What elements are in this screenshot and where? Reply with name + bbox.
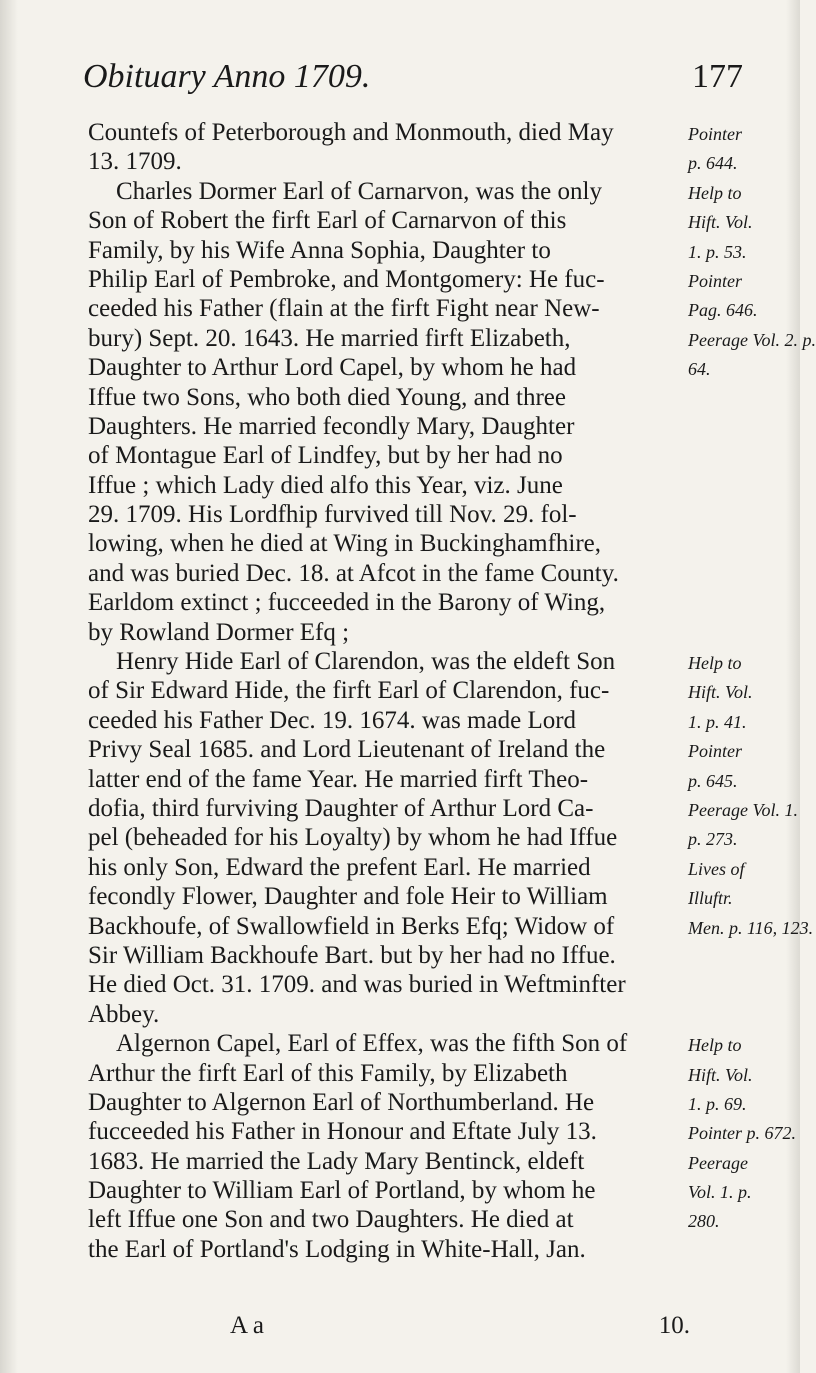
line-text: Iffue ; which Lady died alfo this Year, viz. June xyxy=(88,471,563,499)
margin-note: 1. p. 41. xyxy=(688,711,747,732)
margin-note: Help to xyxy=(688,182,742,203)
line-text: fucceeded his Father in Honour and Eftate July 13. xyxy=(88,1118,597,1146)
text-line xyxy=(88,324,816,353)
margin-note: Hift. Vol. xyxy=(688,212,753,233)
text-line xyxy=(88,1235,788,1264)
line-text: Earldom extinct ; fucceeded in the Barony of Wing, xyxy=(88,589,606,617)
catchword: 10. xyxy=(658,1312,690,1339)
text-line xyxy=(88,676,788,705)
margin-note: Pointer p. 672. xyxy=(688,1123,796,1144)
line-text: Abbey. xyxy=(88,1000,160,1028)
margin-note: 1. p. 53. xyxy=(688,241,747,262)
page-number: 177 xyxy=(692,58,743,95)
line-text: Family, by his Wife Anna Sophia, Daughter to xyxy=(88,236,551,264)
text-line xyxy=(88,294,788,323)
line-text: Countefs of Peterborough and Monmouth, died May xyxy=(88,119,614,146)
text-line xyxy=(88,265,788,294)
line-text: Iffue two Sons, who both died Young, and three xyxy=(88,383,566,411)
text-line xyxy=(88,1205,788,1234)
margin-note: p. 645. xyxy=(688,770,738,791)
text-line xyxy=(88,941,788,970)
margin-note: Hift. Vol. xyxy=(688,682,753,703)
line-text: latter end of the fame Year. He married firft Theo- xyxy=(88,765,589,793)
line-text: Daughters. He married fecondly Mary, Daughter xyxy=(88,412,575,440)
line-text: and was buried Dec. 18. at Afcot in the fame County. xyxy=(88,559,619,587)
line-text: Arthur the firft Earl of this Family, by Elizabeth xyxy=(88,1059,568,1087)
line-text: Son of Robert the firft Earl of Carnarvon of this xyxy=(88,207,567,235)
text-line xyxy=(88,1059,788,1088)
line-text: of Sir Edward Hide, the firft Earl of Clarendon, fuc- xyxy=(88,677,610,705)
text-line xyxy=(88,1147,788,1176)
text-line xyxy=(88,1117,796,1146)
page-edge-shadow xyxy=(786,0,800,1373)
text-line xyxy=(88,735,788,764)
text-line xyxy=(88,353,788,382)
text-line xyxy=(88,236,788,265)
line-text: of Montague Earl of Lindfey, but by her had no xyxy=(88,442,563,470)
line-text: He died Oct. 31. 1709. and was buried in Weftminfter xyxy=(88,971,626,999)
margin-note: 280. xyxy=(688,1211,720,1232)
line-text: Henry Hide Earl of Clarendon, was the eldeft Son xyxy=(116,648,616,676)
margin-note: Hift. Vol. xyxy=(688,1064,753,1085)
text-line xyxy=(88,794,798,823)
text-line xyxy=(88,882,788,911)
margin-note: Peerage xyxy=(688,1152,748,1173)
text-line xyxy=(88,441,788,470)
text-line xyxy=(88,618,788,647)
text-line xyxy=(88,529,788,558)
line-text: lowing, when he died at Wing in Buckinghamfhire, xyxy=(88,530,602,558)
text-line xyxy=(88,500,788,529)
text-line xyxy=(88,647,788,676)
line-text: left Iffue one Son and two Daughters. He died at xyxy=(88,1206,574,1234)
line-text: Daughter to William Earl of Portland, by whom he xyxy=(88,1177,596,1205)
page-gutter-shadow xyxy=(0,0,18,1373)
text-line xyxy=(88,1000,788,1029)
text-line xyxy=(88,706,788,735)
line-text: 29. 1709. His Lordfhip furvived till Nov. 29. fol- xyxy=(88,501,577,529)
line-text: ceeded his Father Dec. 19. 1674. was made Lord xyxy=(88,706,577,734)
margin-note: 64. xyxy=(688,359,711,380)
line-text: bury) Sept. 20. 1643. He married firft Elizabeth, xyxy=(88,324,571,352)
text-line xyxy=(88,383,788,412)
line-text: ceeded his Father (flain at the firft Fight near New- xyxy=(88,295,600,323)
text-line xyxy=(88,177,788,206)
line-text: 13. 1709. xyxy=(88,148,182,176)
text-line xyxy=(88,206,788,235)
line-text: Philip Earl of Pembroke, and Montgomery: He fuc- xyxy=(88,265,605,293)
margin-note: Lives of xyxy=(688,858,745,879)
text-line xyxy=(88,765,788,794)
line-text: pel (beheaded for his Loyalty) by whom he had Iffue xyxy=(88,824,618,852)
text-line xyxy=(88,853,788,882)
text-body xyxy=(88,118,816,1264)
line-text: Daughter to Algernon Earl of Northumberland. He xyxy=(88,1088,595,1116)
margin-note: Pointer xyxy=(688,270,742,291)
margin-note: Help to xyxy=(688,1035,742,1056)
text-line xyxy=(88,559,788,588)
text-line xyxy=(88,1176,788,1205)
margin-note: Pag. 646. xyxy=(688,300,758,321)
text-line xyxy=(88,823,788,852)
text-line xyxy=(88,471,788,500)
margin-note: Illuftr. xyxy=(688,888,733,909)
line-text: by Rowland Dormer Efq ; xyxy=(88,618,350,646)
margin-note: p. 644. xyxy=(688,153,738,174)
line-text: the Earl of Portland's Lodging in White-Hall, Jan. xyxy=(88,1235,586,1263)
text-line xyxy=(88,970,788,999)
margin-note: Men. p. 116, 123. xyxy=(688,917,814,938)
margin-note: p. 273. xyxy=(688,829,738,850)
line-text: dofia, third furviving Daughter of Arthur Lord Ca- xyxy=(88,794,594,822)
margin-note: 1. p. 69. xyxy=(688,1093,747,1114)
margin-note: Pointer xyxy=(688,124,742,144)
margin-note: Vol. 1. p. xyxy=(688,1182,752,1203)
line-text: fecondly Flower, Daughter and fole Heir to William xyxy=(88,883,608,911)
page-footer xyxy=(230,1312,690,1342)
running-head-title: Obituary Anno 1709. xyxy=(83,58,371,95)
margin-note: Peerage Vol. 2. p. xyxy=(688,329,816,350)
signature-mark: A a xyxy=(230,1312,265,1339)
line-text: Daughter to Arthur Lord Capel, by whom he had xyxy=(88,354,577,382)
line-text: Sir William Backhoufe Bart. but by her had no Iffue. xyxy=(88,941,616,969)
line-text: his only Son, Edward the prefent Earl. He married xyxy=(88,853,591,881)
line-text: Backhoufe, of Swallowfield in Berks Efq; Widow of xyxy=(88,912,615,940)
text-line xyxy=(88,412,788,441)
line-text: Algernon Capel, Earl of Effex, was the fifth Son of xyxy=(116,1030,628,1058)
line-text: 1683. He married the Lady Mary Bentinck, eldeft xyxy=(88,1147,585,1175)
line-text: Charles Dormer Earl of Carnarvon, was the only xyxy=(116,177,602,205)
text-line xyxy=(88,912,814,941)
margin-note: Help to xyxy=(688,653,742,674)
margin-note: Peerage Vol. 1. xyxy=(688,799,798,820)
line-text: Privy Seal 1685. and Lord Lieutenant of Ireland the xyxy=(88,736,606,764)
margin-note: Pointer xyxy=(688,741,742,762)
text-line xyxy=(88,118,788,147)
running-header xyxy=(83,58,743,108)
text-line xyxy=(88,1029,788,1058)
text-line xyxy=(88,147,788,176)
text-line xyxy=(88,1088,788,1117)
text-line xyxy=(88,588,788,617)
